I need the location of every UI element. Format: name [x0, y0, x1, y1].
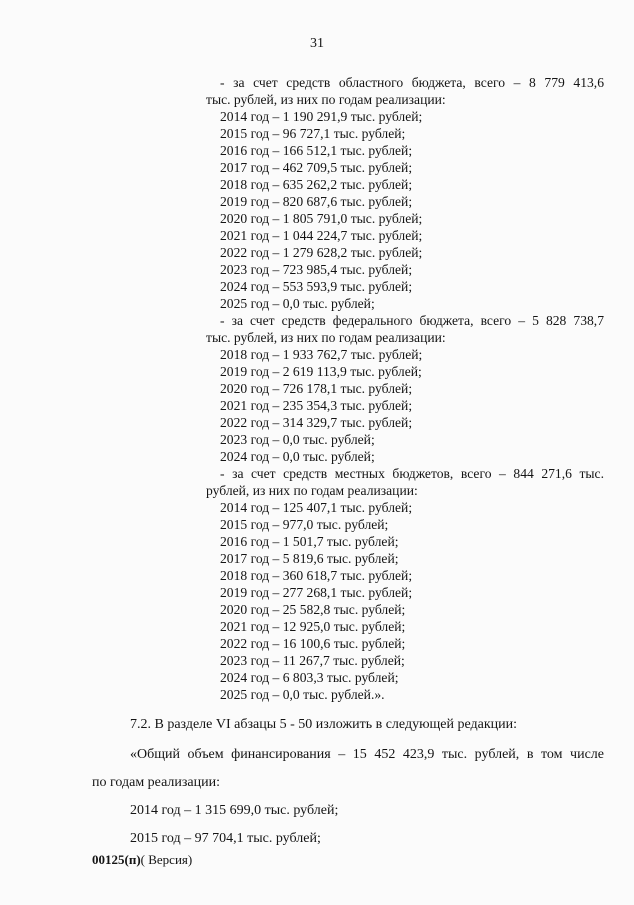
funding-line: 2015 год – 977,0 тыс. рублей; [220, 517, 389, 532]
funding-line: 2014 год – 1 190 291,9 тыс. рублей; [220, 109, 423, 124]
total-financing-line: «Общий объем финансирования – 15 452 423,9 тыс. рублей, в том числе [130, 747, 604, 762]
funding-line: - за счет средств федерального бюджета, всего – 5 828 738,7 [220, 313, 604, 328]
funding-line: 2024 год – 0,0 тыс. рублей; [220, 449, 375, 464]
funding-line: 2023 год – 0,0 тыс. рублей; [220, 432, 375, 447]
funding-line: рублей, из них по годам реализации: [206, 483, 418, 498]
funding-line: - за счет средств местных бюджетов, всего – 844 271,6 тыс. [220, 466, 604, 481]
funding-line: 2024 год – 6 803,3 тыс. рублей; [220, 670, 399, 685]
funding-line: 2022 год – 314 329,7 тыс. рублей; [220, 415, 413, 430]
document-footer [92, 852, 192, 868]
funding-line: 2021 год – 1 044 224,7 тыс. рублей; [220, 228, 423, 243]
funding-line: 2020 год – 726 178,1 тыс. рублей; [220, 381, 413, 396]
year-2014-line: 2014 год – 1 315 699,0 тыс. рублей; [130, 803, 339, 818]
funding-line: тыс. рублей, из них по годам реализации: [206, 330, 446, 345]
funding-line: 2017 год – 5 819,6 тыс. рублей; [220, 551, 399, 566]
funding-line: 2025 год – 0,0 тыс. рублей; [220, 296, 375, 311]
funding-line: 2023 год – 723 985,4 тыс. рублей; [220, 262, 413, 277]
funding-line: - за счет средств областного бюджета, всего – 8 779 413,6 [220, 75, 604, 90]
funding-line: 2021 год – 235 354,3 тыс. рублей; [220, 398, 413, 413]
funding-line: 2019 год – 2 619 113,9 тыс. рублей; [220, 364, 422, 379]
funding-line: 2025 год – 0,0 тыс. рублей.». [220, 687, 385, 702]
funding-line: 2022 год – 16 100,6 тыс. рублей; [220, 636, 406, 651]
funding-line: 2018 год – 1 933 762,7 тыс. рублей; [220, 347, 423, 362]
funding-line: 2019 год – 820 687,6 тыс. рублей; [220, 194, 413, 209]
footer-code: 00125(п) [92, 852, 141, 867]
funding-line: 2017 год – 462 709,5 тыс. рублей; [220, 160, 413, 175]
funding-line: 2018 год – 360 618,7 тыс. рублей; [220, 568, 413, 583]
funding-line: 2020 год – 1 805 791,0 тыс. рублей; [220, 211, 423, 226]
funding-line: 2020 год – 25 582,8 тыс. рублей; [220, 602, 406, 617]
funding-column [206, 74, 604, 703]
funding-line: тыс. рублей, из них по годам реализации: [206, 92, 446, 107]
funding-line: 2021 год – 12 925,0 тыс. рублей; [220, 619, 406, 634]
page-number: 31 [310, 36, 324, 51]
funding-line: 2018 год – 635 262,2 тыс. рублей; [220, 177, 413, 192]
total-financing-line-continued: по годам реализации: [92, 775, 220, 790]
section-heading: 7.2. В разделе VI абзацы 5 - 50 изложить в следующей редакции: [130, 717, 518, 732]
funding-line: 2014 год – 125 407,1 тыс. рублей; [220, 500, 413, 515]
funding-line: 2019 год – 277 268,1 тыс. рублей; [220, 585, 413, 600]
funding-line: 2016 год – 1 501,7 тыс. рублей; [220, 534, 399, 549]
funding-line: 2015 год – 96 727,1 тыс. рублей; [220, 126, 406, 141]
funding-line: 2022 год – 1 279 628,2 тыс. рублей; [220, 245, 423, 260]
funding-line: 2024 год – 553 593,9 тыс. рублей; [220, 279, 413, 294]
footer-version: ( Версия) [140, 852, 193, 867]
year-2015-line: 2015 год – 97 704,1 тыс. рублей; [130, 831, 321, 846]
funding-line: 2016 год – 166 512,1 тыс. рублей; [220, 143, 413, 158]
funding-line: 2023 год – 11 267,7 тыс. рублей; [220, 653, 405, 668]
